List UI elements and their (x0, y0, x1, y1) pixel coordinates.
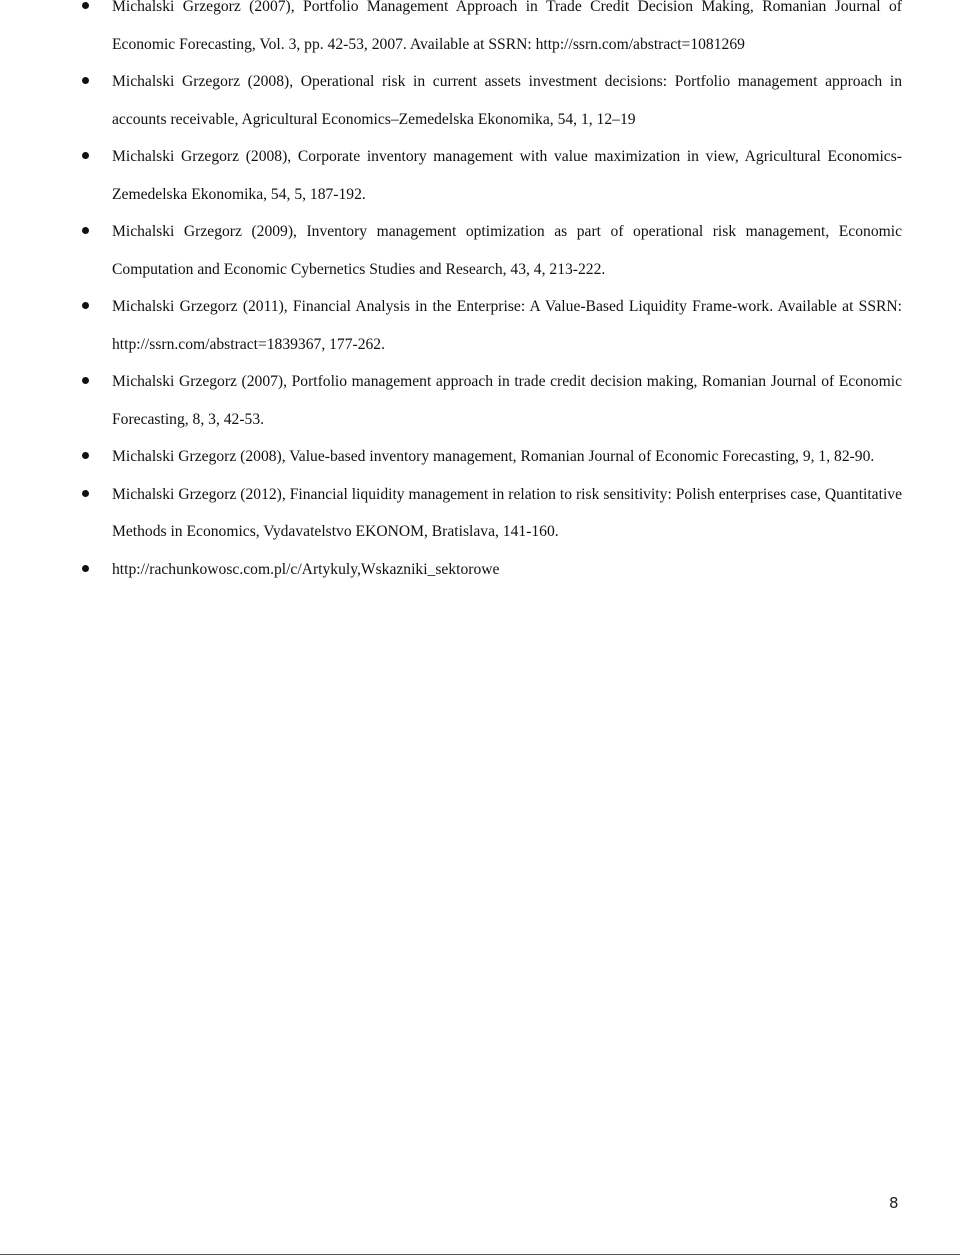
reference-item (0, 288, 960, 363)
reference-item (0, 213, 960, 288)
bullet-icon (82, 452, 89, 459)
reference-text: Michalski Grzegorz (2008), Operational risk in current assets investment decisions: Portfolio management approach in accounts receivable, Agricultural Economics–Zemedelska Ekonomika, 54, 1, 12–19 (112, 73, 902, 128)
footer-rule (0, 1254, 960, 1255)
bullet-icon (82, 565, 89, 572)
reference-item (0, 476, 960, 551)
reference-text: Michalski Grzegorz (2009), Inventory management optimization as part of operational risk management, Economic Computation and Economic Cybernetics Studies and Research, 43, 4, 213-222. (112, 223, 902, 278)
reference-text: Michalski Grzegorz (2008), Corporate inventory management with value maximization in view, Agricultural Economics-Zemedelska Ekonomika, 54, 5, 187-192. (112, 148, 902, 203)
reference-item (0, 138, 960, 213)
reference-text: Michalski Grzegorz (2007), Portfolio Management Approach in Trade Credit Decision Making, Romanian Journal of Economic Forecasting, Vol. 3, pp. 42-53, 2007. Available at SSRN: http://ssrn.com/abstract=1081269 (112, 0, 902, 53)
bullet-icon (82, 490, 89, 497)
reference-link[interactable]: http://rachunkowosc.com.pl/c/Artykuly,Wskazniki_sektorowe (112, 560, 500, 578)
reference-text: Michalski Grzegorz (2008), Value-based inventory management, Romanian Journal of Economic Forecasting, 9, 1, 82-90. (112, 448, 875, 465)
reference-item (0, 363, 960, 438)
bullet-icon (82, 77, 89, 84)
reference-text: Michalski Grzegorz (2007), Portfolio management approach in trade credit decision making, Romanian Journal of Economic Forecasting, 8, 3, 42-53. (112, 373, 902, 428)
reference-text: Michalski Grzegorz (2011), Financial Analysis in the Enterprise: A Value-Based Liquidity Frame-work. Available at SSRN: http://ssrn.com/abstract=1839367, 177-262. (112, 298, 902, 353)
reference-text: Michalski Grzegorz (2012), Financial liquidity management in relation to risk sensitivity: Polish enterprises case, Quantitative Methods in Economics, Vydavatelstvo EKONOM, Bratislava, 141-160. (112, 485, 902, 540)
bullet-icon (82, 152, 89, 159)
reference-item (0, 0, 960, 63)
bullet-icon (82, 227, 89, 234)
reference-list (0, 0, 960, 588)
reference-item (0, 63, 960, 138)
page-number: 8 (889, 1194, 899, 1212)
bullet-icon (82, 302, 89, 309)
reference-item (0, 551, 960, 589)
bullet-icon (82, 377, 89, 384)
bullet-icon (82, 2, 89, 9)
reference-item (0, 438, 960, 476)
